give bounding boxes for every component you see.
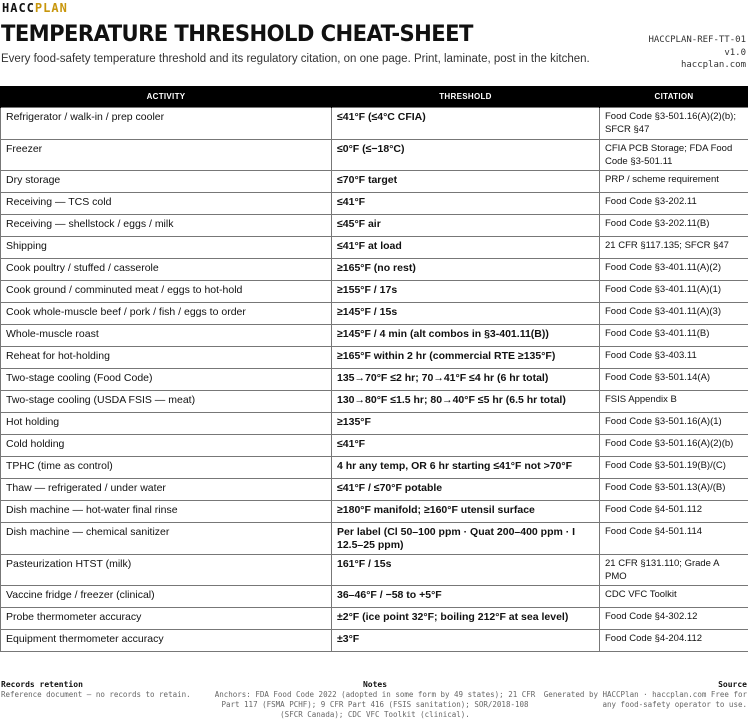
table-row <box>1 413 748 435</box>
activity-cell: Shipping <box>1 237 332 259</box>
activity-cell: Receiving — shellstock / eggs / milk <box>1 215 332 237</box>
threshold-cell: ≤41°F / ≤70°F potable <box>332 479 600 501</box>
page-subtitle: Every food-safety temperature threshold and its regulatory citation, on one page. Print, laminate, post in the kitchen. <box>1 53 590 65</box>
citation-cell: Food Code §3-501.13(A)/(B) <box>600 479 748 501</box>
threshold-cell: 130→80°F ≤1.5 hr; 80→40°F ≤5 hr (6.5 hr total) <box>332 391 600 413</box>
table-row <box>1 259 748 281</box>
table-row <box>1 325 748 347</box>
citation-cell: Food Code §3-403.11 <box>600 347 748 369</box>
table-header-row <box>1 86 748 108</box>
table-row <box>1 237 748 259</box>
citation-cell: Food Code §3-401.11(B) <box>600 325 748 347</box>
threshold-cell: ≥165°F within 2 hr (commercial RTE ≥135°F) <box>332 347 600 369</box>
table-row <box>1 171 748 193</box>
table-row <box>1 281 748 303</box>
activity-cell: Pasteurization HTST (milk) <box>1 555 332 586</box>
citation-cell: Food Code §3-501.16(A)(2)(b) <box>600 435 748 457</box>
activity-cell: Cold holding <box>1 435 332 457</box>
footer-source <box>537 680 747 710</box>
threshold-cell: ≤45°F air <box>332 215 600 237</box>
citation-cell: Food Code §3-202.11(B) <box>600 215 748 237</box>
threshold-cell: 36–46°F / −58 to +5°F <box>332 586 600 608</box>
table-row <box>1 501 748 523</box>
brand-logo-part-2: PLAN <box>34 1 68 15</box>
activity-cell: Dish machine — chemical sanitizer <box>1 523 332 555</box>
threshold-cell: ≥180°F manifold; ≥160°F utensil surface <box>332 501 600 523</box>
citation-cell: Food Code §3-501.16(A)(2)(b); SFCR §47 <box>600 108 748 140</box>
activity-cell: Cook ground / comminuted meat / eggs to hot-hold <box>1 281 332 303</box>
activity-cell: Thaw — refrigerated / under water <box>1 479 332 501</box>
activity-cell: Equipment thermometer accuracy <box>1 630 332 652</box>
threshold-cell: 4 hr any temp, OR 6 hr starting ≤41°F not >70°F <box>332 457 600 479</box>
footer-records-text: Reference document — no records to retain. <box>1 690 191 699</box>
activity-cell: Vaccine fridge / freezer (clinical) <box>1 586 332 608</box>
activity-cell: Two-stage cooling (USDA FSIS — meat) <box>1 391 332 413</box>
activity-cell: Whole-muscle roast <box>1 325 332 347</box>
table-body <box>1 108 748 652</box>
column-header-citation: CITATION <box>600 86 748 108</box>
page-title: TEMPERATURE THRESHOLD CHEAT-SHEET <box>1 22 473 47</box>
table-row <box>1 586 748 608</box>
citation-cell: CFIA PCB Storage; FDA Food Code §3-501.11 <box>600 140 748 171</box>
activity-cell: Probe thermometer accuracy <box>1 608 332 630</box>
threshold-cell: ≤41°F (≤4°C CFIA) <box>332 108 600 140</box>
table-row <box>1 303 748 325</box>
document-site: haccplan.com <box>680 60 746 70</box>
table-row <box>1 608 748 630</box>
citation-cell: Food Code §3-501.19(B)/(C) <box>600 457 748 479</box>
threshold-cell: ±2°F (ice point 32°F; boiling 212°F at sea level) <box>332 608 600 630</box>
table-row <box>1 457 748 479</box>
citation-cell: Food Code §3-401.11(A)(2) <box>600 259 748 281</box>
activity-cell: Dry storage <box>1 171 332 193</box>
footer-source-text: Generated by HACCPlan · haccplan.com Free for any food-safety operator to use. <box>543 690 747 709</box>
threshold-cell: ≥165°F (no rest) <box>332 259 600 281</box>
threshold-cell: ≤41°F <box>332 193 600 215</box>
threshold-cell: ≥145°F / 15s <box>332 303 600 325</box>
threshold-cell: ≥135°F <box>332 413 600 435</box>
citation-cell: 21 CFR §117.135; SFCR §47 <box>600 237 748 259</box>
table-row <box>1 140 748 171</box>
citation-cell: Food Code §3-501.16(A)(1) <box>600 413 748 435</box>
footer-records-heading: Records retention <box>1 680 83 689</box>
column-header-threshold: THRESHOLD <box>332 86 600 108</box>
table-row <box>1 435 748 457</box>
activity-cell: Two-stage cooling (Food Code) <box>1 369 332 391</box>
footer-notes <box>210 680 540 720</box>
threshold-cell: ≥145°F / 4 min (alt combos in §3-401.11(B)) <box>332 325 600 347</box>
activity-cell: Reheat for hot-holding <box>1 347 332 369</box>
table-row <box>1 369 748 391</box>
activity-cell: Freezer <box>1 140 332 171</box>
citation-cell: 21 CFR §131.110; Grade A PMO <box>600 555 748 586</box>
table-row <box>1 630 748 652</box>
activity-cell: Dish machine — hot-water final rinse <box>1 501 332 523</box>
document-id: HACCPLAN-REF-TT-01 <box>648 35 746 45</box>
threshold-cell: ±3°F <box>332 630 600 652</box>
column-header-activity: ACTIVITY <box>1 86 332 108</box>
activity-cell: Receiving — TCS cold <box>1 193 332 215</box>
activity-cell: Hot holding <box>1 413 332 435</box>
table-row <box>1 555 748 586</box>
citation-cell: Food Code §3-501.14(A) <box>600 369 748 391</box>
threshold-cell: 161°F / 15s <box>332 555 600 586</box>
brand-logo-part-1: HACC <box>2 1 35 15</box>
footer-notes-heading: Notes <box>362 680 388 689</box>
citation-cell: Food Code §4-302.12 <box>600 608 748 630</box>
activity-cell: Cook whole-muscle beef / pork / fish / eggs to order <box>1 303 332 325</box>
table-row <box>1 523 748 555</box>
activity-cell: TPHC (time as control) <box>1 457 332 479</box>
citation-cell: Food Code §3-401.11(A)(1) <box>600 281 748 303</box>
citation-cell: Food Code §3-401.11(A)(3) <box>600 303 748 325</box>
threshold-cell: ≥155°F / 17s <box>332 281 600 303</box>
table-row <box>1 193 748 215</box>
activity-cell: Cook poultry / stuffed / casserole <box>1 259 332 281</box>
threshold-cell: ≤0°F (≤−18°C) <box>332 140 600 171</box>
citation-cell: CDC VFC Toolkit <box>600 586 748 608</box>
citation-cell: FSIS Appendix B <box>600 391 748 413</box>
footer-source-heading: Source <box>718 680 747 689</box>
document-meta <box>648 34 746 72</box>
activity-cell: Refrigerator / walk-in / prep cooler <box>1 108 332 140</box>
document-version: v1.0 <box>724 47 746 58</box>
citation-cell: Food Code §4-501.114 <box>600 523 748 555</box>
threshold-cell: ≤41°F <box>332 435 600 457</box>
threshold-cell: 135→70°F ≤2 hr; 70→41°F ≤4 hr (6 hr total) <box>332 369 600 391</box>
brand-logo <box>2 1 68 15</box>
citation-cell: Food Code §4-204.112 <box>600 630 748 652</box>
threshold-cell: ≤70°F target <box>332 171 600 193</box>
citation-cell: Food Code §4-501.112 <box>600 501 748 523</box>
threshold-table <box>0 86 748 652</box>
table-row <box>1 347 748 369</box>
footer-notes-text: Anchors: FDA Food Code 2022 (adopted in some form by 49 states); 21 CFR Part 117 (FSMA PCHF); 9 CFR Part 416 (FSIS sanitation); SOR/2018-108 (SFCR Canada); CDC VFC Toolkit (clinical). <box>214 690 536 719</box>
table-row <box>1 479 748 501</box>
threshold-cell: Per label (Cl 50–100 ppm · Quat 200–400 ppm · I 12.5–25 ppm) <box>332 523 600 555</box>
table-row <box>1 391 748 413</box>
citation-cell: Food Code §3-202.11 <box>600 193 748 215</box>
threshold-cell: ≤41°F at load <box>332 237 600 259</box>
table-row <box>1 215 748 237</box>
footer-records <box>1 680 221 700</box>
citation-cell: PRP / scheme requirement <box>600 171 748 193</box>
table-row <box>1 108 748 140</box>
